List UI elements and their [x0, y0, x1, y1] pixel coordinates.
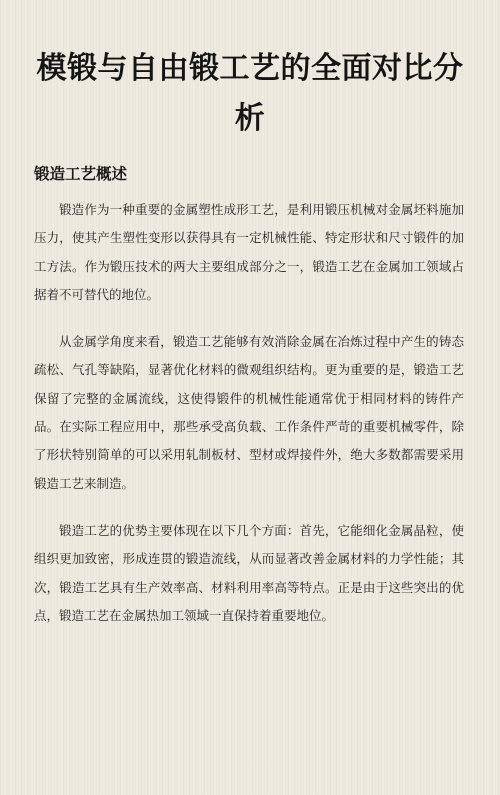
document-title: 模锻与自由锻工艺的全面对比分析: [36, 51, 464, 136]
paragraph-1: 锻造作为一种重要的金属塑性成形工艺，是利用锻压机械对金属坯料施加压力，使其产生塑性变形以获得具有一定机械性能、特定形状和尺寸锻件的加工方法。作为锻压技术的两大主要组成部分之一，锻造工艺在金属加工领域占据着不可替代的地位。: [34, 202, 464, 302]
section-body: [34, 196, 464, 649]
paragraph-3: 锻造工艺的优势主要体现在以下几个方面：首先，它能细化金属晶粒，使组织更加致密，形成连贯的锻造流线，从而显著改善金属材料的力学性能；其次，锻造工艺具有生产效率高、材料利用率高等特点。正是由于这些突出的优点，锻造工艺在金属热加工领域一直保持着重要地位。: [34, 522, 464, 623]
section-heading: 锻造工艺概述: [34, 165, 128, 183]
paragraph-2: 从金属学角度来看，锻造工艺能够有效消除金属在冶炼过程中产生的铸态疏松、气孔等缺陷，显著优化材料的微观组织结构。更为重要的是，锻造工艺保留了完整的金属流线，这使得锻件的机械性能通常优于相同材料的铸件产品。在实际工程应用中，那些承受高负载、工作条件严苛的重要机械零件，除了形状特别简单的可以采用轧制板材、型材或焊接件外，绝大多数都需要采用锻造工艺来制造。: [34, 334, 464, 491]
